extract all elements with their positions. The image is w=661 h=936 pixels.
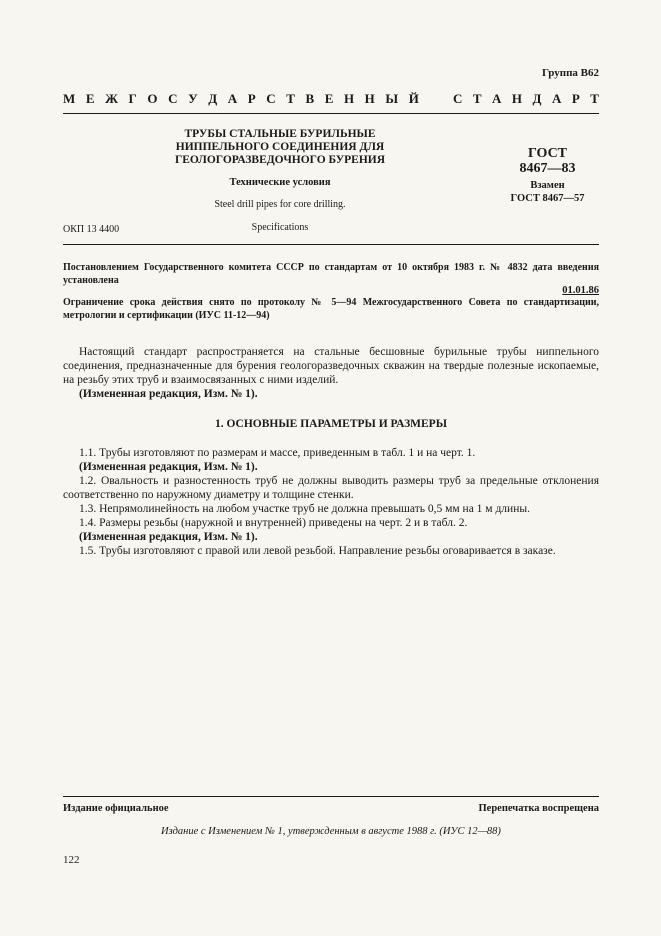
top-rule [63,113,599,114]
standard-banner [63,91,599,107]
gost-designation [500,146,595,205]
banner-letter: Д [208,91,218,106]
clause-paragraph: 1.5. Трубы изготовляют с правой или левой резьбой. Направление резьбы оговаривается в заказе. [79,545,556,557]
banner-letter: Р [571,91,580,106]
effective-date: 01.01.86 [562,285,599,296]
section-body [63,446,599,558]
banner-letter: А [551,91,562,106]
decree-paragraph: Постановлением Государственного комитета СССР по стандартам от 10 октября 1983 г. № 4832 дата введения установлена [63,262,599,286]
title-line: ГЕОЛОГОРАЗВЕДОЧНОГО БУРЕНИЯ [174,154,386,166]
limit-paragraph: Ограничение срока действия снято по протоколу № 5—94 Межгосударственного Совета по стандартизации, метрологии и сертификации (ИУС 11-12—94) [63,297,599,321]
banner-letter: А [227,91,238,106]
okp-code: ОКП 13 4400 [63,224,120,235]
banner-letter: Й [408,91,419,106]
english-title-line: Steel drill pipes for core drilling. [214,199,346,210]
banner-letter: Т [286,91,295,106]
gost-label: ГОСТ [527,146,568,161]
title-line: НИППЕЛЬНОГО СОЕДИНЕНИЯ ДЛЯ [175,141,385,153]
clause-paragraph: 1.2. Овальность и разностенность труб не должны выводить размеры труб за предельные отклонения соответственно по наружному диаметру и толщине стенки. [63,475,599,501]
page-number: 122 [63,854,80,866]
official-edition-label: Издание официальное [63,803,169,814]
edition-note: Издание с Изменением № 1, утвержденным в августе 1988 г. (ИУС 12—88) [161,826,501,837]
banner-letter: Н [364,91,375,106]
mid-rule [63,244,599,245]
banner-letter: О [147,91,158,106]
banner-letter: В [305,91,315,106]
section-heading: 1. ОСНОВНЫЕ ПАРАМЕТРЫ И РАЗМЕРЫ [214,418,448,430]
footer-rule [63,796,599,797]
document-subtitle: Технические условия [229,177,331,188]
banner-letter: Н [511,91,523,106]
banner-letter: Т [590,91,599,106]
banner-letter: Т [472,91,482,106]
title-line: ТРУБЫ СТАЛЬНЫЕ БУРИЛЬНЫЕ [184,128,376,140]
banner-letter: М [63,91,76,106]
banner-letter: Е [85,91,95,106]
amendment-note: (Измененная редакция, Изм. № 1). [79,461,258,473]
banner-letter: Ж [105,91,118,106]
document-title-block [140,128,420,234]
banner-letter: С [453,91,463,106]
banner-letter: Ы [385,91,399,106]
banner-letter: С [168,91,178,106]
amendment-note: (Измененная редакция, Изм. № 1). [79,388,258,400]
banner-letter: Е [324,91,334,106]
banner-letter: У [188,91,198,106]
banner-letter: С [266,91,276,106]
clause-paragraph: 1.3. Непрямолинейность на любом участке труб не должна превышать 0,5 мм на 1 м длины. [79,503,530,515]
amendment-note: (Измененная редакция, Изм. № 1). [79,531,258,543]
clause-paragraph: 1.1. Трубы изготовляют по размерам и массе, приведенным в табл. 1 и на черт. 1. [79,447,476,459]
replaced-standard: ГОСТ 8467—57 [510,193,585,204]
replaces-label: Взамен [530,180,565,191]
english-title-line: Specifications [251,222,309,233]
intro-paragraph: Настоящий стандарт распространяется на стальные бесшовные бурильные трубы ниппельного соединения, предназначенные для бурения геологоразведочных скважин на твердые полезные ископаемые, на резьбу этих труб и взаимосвязанных с ними изделий. [63,346,599,386]
intro-block [63,345,599,401]
group-code: Группа В62 [541,67,599,79]
banner-word-standard [453,91,599,107]
banner-letter: А [492,91,502,106]
clause-paragraph: 1.4. Размеры резьбы (наружной и внутренней) приведены на черт. 2 и в табл. 2. [79,517,468,529]
banner-letter: Д [532,91,542,106]
banner-letter: Н [343,91,355,106]
gost-number: 8467—83 [519,161,576,176]
reprint-prohibited-label: Перепечатка воспрещена [478,803,599,814]
banner-letter: Р [247,91,256,106]
banner-letter: Г [128,91,137,106]
banner-word-interstate [63,91,419,107]
